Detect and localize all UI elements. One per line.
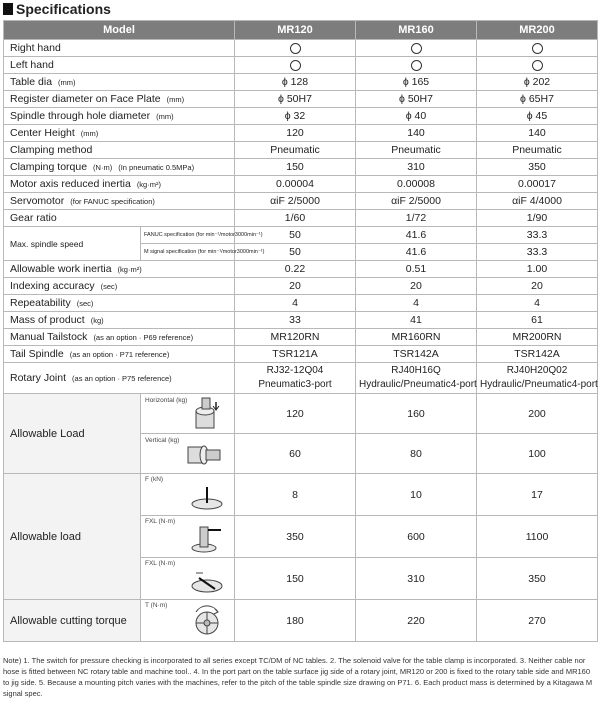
unit-mass: (kg) [90,316,104,325]
cell-value: ϕ 50H7 [356,91,477,108]
label-motor-inertia: Motor axis reduced inertia [10,178,131,190]
cell-value: 33.3 [477,244,598,261]
header-mr200: MR200 [477,21,598,40]
label-rotary-joint: Rotary Joint [10,372,67,384]
cell-value: 1.00 [477,261,598,278]
torque-icon [190,603,224,637]
cell-value: 150 [235,159,356,176]
cell-value: 41.6 [356,227,477,244]
circle-icon [532,43,543,54]
cell-value: 1100 [477,516,598,558]
label-max-speed: Max. spindle speed [4,227,141,261]
cell-value: 350 [235,516,356,558]
cell-value: 20 [477,278,598,295]
row-clamping-method [4,142,598,159]
cell-value: αiF 2/5000 [356,193,477,210]
cell-value: 1/90 [477,210,598,227]
cell-value: 310 [356,159,477,176]
cell-value: 120 [235,394,356,434]
cell-value: TSR142A [477,346,598,363]
cell-value: 220 [356,600,477,642]
row-indexing [4,278,598,295]
cell-value: ϕ 128 [235,74,356,91]
row-servomotor [4,193,598,210]
cell-value: 1/60 [235,210,356,227]
row-motor-inertia [4,176,598,193]
cell-value: 140 [477,125,598,142]
label-tailstock: Manual Tailstock [10,331,88,343]
cell-value: αiF 4/4000 [477,193,598,210]
circle-icon [411,60,422,71]
label-register: Register diameter on Face Plate [10,93,161,105]
cell-value: 33 [235,312,356,329]
cell-value: MR120RN [235,329,356,346]
cell-value: 50 [235,244,356,261]
unit-tailstock: (as an option · P69 reference) [93,333,194,342]
row-tail-spindle [4,346,598,363]
row-gear-ratio [4,210,598,227]
cell-value: 120 [235,125,356,142]
label-clamping-method: Clamping method [4,142,235,159]
unit-clamping-torque: (N·m) [93,163,113,172]
cell-value: 160 [356,394,477,434]
row-table-dia [4,74,598,91]
cell-value: αiF 2/5000 [235,193,356,210]
unit-f: (kN) [150,476,164,483]
cell-value: MR200RN [477,329,598,346]
footnote: Note) 1. The switch for pressure checking is incorporated to all series except TC/DM of NC tables. 2. The solenoid valve for the table clamp is incorporated. 3. Neither cable nor hose is fitted between NC rotary table and machine tool.. 4. In the port part on the table surface jig side of a rotary joint, MR120 or 200 is fixed to the rotary table side and MR160 to jig side. 5. Because a mounting pitch varies with the machines, refer to the pitch of the table spindle size drawing on P71. 6. Each product mass is determined by a Kitagawa M signal spec. [3,656,593,698]
label-tail-spindle: Tail Spindle [10,348,64,360]
cell-value: 100 [477,434,598,474]
cell-value: 0.51 [356,261,477,278]
label-fxl-2: FXL [145,560,157,567]
label-horizontal: Horizontal [145,397,175,404]
row-left-hand [4,57,598,74]
cell-value: 41.6 [356,244,477,261]
cell-value: 50 [235,227,356,244]
cell-value: ϕ 45 [477,108,598,125]
cell-value: 4 [477,295,598,312]
unit-work-inertia: (kg·m²) [117,265,142,274]
circle-icon [290,60,301,71]
row-right-hand [4,40,598,57]
header-mr160: MR160 [356,21,477,40]
cell-value: 0.00004 [235,176,356,193]
section-title [3,0,111,18]
cell-value: RJ40H20Q02 [506,365,568,376]
unit-spindle-hole: (mm) [156,112,174,121]
section-title-text: Specifications [16,1,111,17]
row-repeatability [4,295,598,312]
cell-value: 61 [477,312,598,329]
unit-horizontal: (kg) [176,397,188,404]
cell-value: 60 [235,434,356,474]
cell-value: 0.00008 [356,176,477,193]
cell-value: 33.3 [477,227,598,244]
cell-value: ϕ 202 [477,74,598,91]
cell-value: TSR121A [235,346,356,363]
unit-indexing: (sec) [100,282,118,291]
row-max-speed-fanuc [4,227,598,244]
row-load-f [4,474,598,516]
unit-motor-inertia: (kg·m²) [136,180,161,189]
cell-value: 4 [356,295,477,312]
cell-value: TSR142A [356,346,477,363]
label-t: T [145,602,149,609]
cell-value: 8 [235,474,356,516]
cell-value: RJ40H16Q [391,365,441,376]
row-tailstock [4,329,598,346]
label-right-hand: Right hand [4,40,235,57]
axial-force-icon [190,485,224,511]
unit-tail-spindle: (as an option · P71 reference) [69,350,170,359]
row-register [4,91,598,108]
label-fanuc-spec: FANUC specification (for min⁻¹/motor3000min⁻¹) [141,227,235,244]
square-bullet-icon [3,3,13,15]
label-fxl-1: FXL [145,518,157,525]
label-vertical: Vertical [145,437,167,444]
header-model: Model [4,21,235,40]
cell-value: 180 [235,600,356,642]
row-mass [4,312,598,329]
cell-value: MR160RN [356,329,477,346]
unit-t: (N·m) [150,602,168,609]
row-spindle-hole [4,108,598,125]
tilting-moment-icon [190,569,224,595]
label-gear-ratio: Gear ratio [4,210,235,227]
unit-servomotor: (for FANUC specification) [70,197,155,206]
cell-value: 140 [356,125,477,142]
cell-value: 41 [356,312,477,329]
unit-vertical: (kg) [168,437,180,444]
cell-value-sub: Hydraulic/Pneumatic4-port [359,379,477,390]
row-load-horizontal [4,394,598,434]
unit-fxl-2: (N·m) [158,560,176,567]
label-spindle-hole: Spindle through hole diameter [10,110,151,122]
circle-icon [411,43,422,54]
cell-value: 17 [477,474,598,516]
cell-value: ϕ 65H7 [477,91,598,108]
unit2-clamping-torque: (In pneumatic 0.5MPa) [118,163,195,172]
label-allowable-load-2: Allowable load [4,474,141,600]
cell-value: 350 [477,558,598,600]
cell-value: 0.00017 [477,176,598,193]
header-row [4,21,598,40]
unit-fxl-1: (N·m) [158,518,176,525]
cell-value: Pneumatic [235,142,356,159]
cell-value: Pneumatic [356,142,477,159]
cell-value: RJ32-12Q04 [266,365,324,376]
label-f: F [145,476,149,483]
label-center-height: Center Height [10,127,75,139]
cell-value: 10 [356,474,477,516]
row-cutting-torque [4,600,598,642]
cell-value: 350 [477,159,598,176]
cell-value: 80 [356,434,477,474]
header-mr120: MR120 [235,21,356,40]
cell-value: 20 [356,278,477,295]
horizontal-load-icon [188,397,224,429]
label-clamping-torque: Clamping torque [10,161,88,173]
unit-rotary-joint: (as an option · P75 reference) [72,374,172,383]
specifications-table [3,20,598,642]
cell-value: ϕ 165 [356,74,477,91]
unit-center-height: (mm) [80,129,99,138]
cell-value: 20 [235,278,356,295]
label-mass: Mass of product [10,314,85,326]
vertical-load-icon [184,439,224,469]
cell-value: ϕ 50H7 [235,91,356,108]
label-allowable-load: Allowable Load [4,394,141,474]
cell-value: 200 [477,394,598,434]
cell-value: 600 [356,516,477,558]
row-rotary-joint [4,363,598,394]
cell-value: 270 [477,600,598,642]
cell-value: 4 [235,295,356,312]
unit-table-dia: (mm) [58,78,76,87]
label-cutting-torque: Allowable cutting torque [4,600,141,642]
label-servomotor: Servomotor [10,195,65,207]
cell-value-sub: Hydraulic/Pneumatic4-port [480,379,598,390]
label-work-inertia: Allowable work inertia [10,263,112,275]
cell-value: 0.22 [235,261,356,278]
circle-icon [290,43,301,54]
row-work-inertia [4,261,598,278]
label-msignal-spec: M signal specification (for min⁻¹/motor3000min⁻¹) [141,244,235,261]
row-center-height [4,125,598,142]
cell-value: ϕ 40 [356,108,477,125]
moment-load-icon [190,521,224,553]
label-repeatability: Repeatability [10,297,71,309]
cell-value: Pneumatic [477,142,598,159]
label-left-hand: Left hand [4,57,235,74]
circle-icon [532,60,543,71]
unit-repeatability: (sec) [76,299,94,308]
cell-value: 1/72 [356,210,477,227]
cell-value: 310 [356,558,477,600]
label-table-dia: Table dia [10,76,53,88]
cell-value: 150 [235,558,356,600]
cell-value-sub: Pneumatic3-port [258,379,332,390]
row-clamping-torque [4,159,598,176]
cell-value: ϕ 32 [235,108,356,125]
unit-register: (mm) [166,95,185,104]
label-indexing: Indexing accuracy [10,280,95,292]
